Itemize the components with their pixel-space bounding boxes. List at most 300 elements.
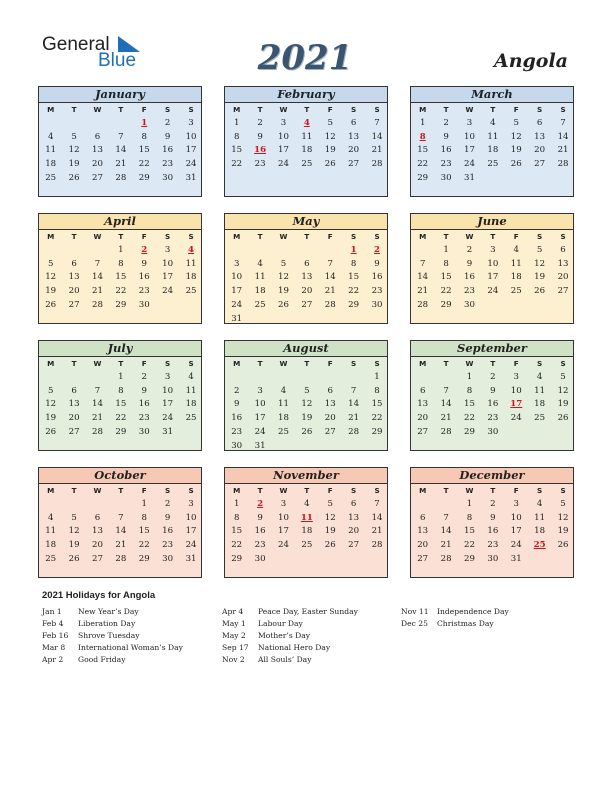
day-cell: 23: [162, 159, 174, 170]
day-cell: 2: [490, 371, 496, 382]
day-cell: 25: [301, 159, 313, 170]
day-cell: 6: [304, 258, 310, 269]
day-cell: 28: [557, 159, 569, 170]
holiday-name: Labour Day: [258, 619, 303, 628]
day-cell: 1: [374, 371, 380, 382]
weekday-header: M: [47, 486, 55, 495]
day-cell: 3: [164, 371, 171, 382]
day-cell: 28: [324, 299, 336, 310]
day-cell: 9: [490, 512, 496, 523]
empty-day-cell: [62, 244, 85, 258]
day-cell: 8: [141, 512, 147, 523]
weekday-header: S: [560, 105, 566, 114]
holiday-row: [222, 630, 358, 642]
day-cell: 30: [162, 172, 174, 183]
day-cell: 23: [254, 159, 266, 170]
holidays-column: [401, 606, 509, 630]
weekday-header: T: [257, 486, 263, 495]
day-cell: 26: [278, 299, 289, 310]
month-title: May: [225, 214, 387, 230]
weekday-header: S: [374, 105, 380, 114]
day-cell: 9: [466, 258, 473, 269]
weekday-header: T: [71, 359, 77, 368]
day-cell: 4: [536, 498, 543, 509]
day-cell: 31: [185, 553, 197, 564]
day-cell: 3: [164, 244, 171, 255]
month-title: August: [225, 341, 387, 357]
day-cell: 13: [534, 131, 546, 142]
holiday-row: [401, 606, 509, 618]
weekday-header: S: [560, 359, 566, 368]
holiday-date: Nov 2: [222, 655, 245, 664]
weekday-header: S: [188, 105, 194, 114]
day-cell: 19: [324, 526, 336, 537]
day-cell: 25: [254, 299, 266, 310]
day-cell: 7: [374, 498, 380, 509]
weekday-header: T: [71, 486, 77, 495]
day-cell: 1: [118, 244, 124, 255]
day-cell: 8: [118, 385, 124, 396]
day-cell: 14: [371, 131, 383, 142]
day-cell: 4: [47, 131, 54, 142]
weekday-header: F: [141, 232, 147, 241]
day-cell: 25: [534, 413, 546, 424]
day-cell: 6: [350, 117, 357, 128]
weekday-header: S: [537, 486, 543, 495]
weekday-header: F: [141, 105, 147, 114]
holiday-name: Good Friday: [78, 655, 126, 664]
day-cell: 11: [185, 385, 197, 396]
empty-day-cell: [62, 498, 85, 512]
day-cell: 25: [487, 159, 499, 170]
day-cell: 25: [510, 286, 522, 297]
weekday-header: T: [304, 486, 310, 495]
day-cell: 10: [254, 399, 266, 410]
holiday-row: [42, 654, 183, 666]
empty-day-cell: [434, 371, 457, 385]
day-cell: 11: [254, 272, 266, 283]
day-cell: 20: [534, 145, 546, 156]
day-cell: 31: [464, 172, 475, 183]
weekday-header: S: [188, 486, 194, 495]
day-cell: 18: [487, 145, 499, 156]
month-october: [38, 467, 202, 578]
day-cell: 25: [185, 286, 197, 297]
weekday-header: F: [141, 486, 147, 495]
month-title: June: [411, 214, 573, 230]
day-cell: 17: [254, 413, 266, 424]
month-september: [410, 340, 574, 451]
weekday-header: S: [188, 359, 194, 368]
day-cell: 20: [301, 286, 313, 297]
day-cell: 14: [115, 526, 127, 537]
day-cell: 13: [348, 512, 360, 523]
day-cell: 13: [417, 399, 429, 410]
day-cell: 13: [92, 526, 103, 537]
weekday-header: S: [537, 359, 543, 368]
day-cell: 26: [534, 286, 546, 297]
weekday-header: S: [560, 232, 566, 241]
day-cell: 30: [138, 299, 150, 310]
day-cell: 10: [162, 385, 174, 396]
generalblue-logo: [42, 34, 142, 72]
day-cell: 12: [534, 258, 546, 269]
day-cell: 22: [417, 159, 429, 170]
weekday-header: M: [233, 105, 241, 114]
day-cell: 27: [348, 159, 360, 170]
empty-day-cell: [86, 498, 109, 512]
day-cell: 18: [534, 399, 546, 410]
day-cell: 14: [348, 399, 360, 410]
day-cell: 27: [301, 299, 313, 310]
day-cell: 5: [536, 244, 543, 255]
day-cell: 24: [510, 540, 522, 551]
holiday-day-cell: 1: [350, 244, 357, 255]
day-cell: 3: [280, 498, 287, 509]
holiday-name: Mother’s Day: [258, 631, 311, 640]
day-cell: 16: [464, 272, 475, 283]
month-november: [224, 467, 388, 578]
day-cell: 10: [185, 512, 197, 523]
day-cell: 31: [231, 313, 243, 324]
day-cell: 29: [417, 172, 429, 183]
day-cell: 22: [115, 286, 127, 297]
day-cell: 14: [371, 512, 383, 523]
day-cell: 2: [443, 117, 449, 128]
day-cell: 24: [278, 540, 289, 551]
weekday-header: T: [71, 105, 77, 114]
weekday-header: T: [118, 486, 124, 495]
day-cell: 21: [115, 159, 127, 170]
day-cell: 23: [138, 286, 150, 297]
day-cell: 27: [68, 299, 80, 310]
weekday-header: T: [443, 359, 449, 368]
day-cell: 20: [348, 145, 360, 156]
weekday-header: W: [93, 359, 102, 368]
holiday-row: [222, 654, 358, 666]
day-cell: 5: [280, 258, 287, 269]
day-cell: 4: [304, 498, 310, 509]
weekday-header: S: [351, 486, 357, 495]
day-cell: 20: [417, 540, 429, 551]
day-cell: 14: [440, 399, 452, 410]
holiday-row: [401, 618, 509, 630]
day-cell: 9: [374, 258, 380, 269]
day-cell: 28: [92, 426, 103, 437]
empty-day-cell: [86, 117, 109, 131]
day-cell: 27: [68, 426, 80, 437]
day-cell: 14: [440, 526, 452, 537]
holiday-name: National Hero Day: [258, 643, 331, 652]
holiday-date: May 1: [222, 619, 246, 628]
weekday-header: S: [374, 232, 380, 241]
day-cell: 20: [68, 286, 80, 297]
day-cell: 11: [534, 512, 546, 523]
holiday-row: [222, 606, 358, 618]
day-cell: 6: [350, 498, 357, 509]
day-cell: 19: [45, 413, 57, 424]
day-cell: 9: [443, 131, 449, 142]
day-cell: 23: [254, 540, 266, 551]
day-cell: 22: [231, 540, 243, 551]
weekday-header: M: [419, 105, 427, 114]
day-cell: 1: [443, 244, 449, 255]
holiday-day-cell: 2: [257, 498, 264, 509]
weekday-header: T: [490, 359, 496, 368]
weekday-header: T: [257, 105, 263, 114]
month-february: [224, 86, 388, 197]
day-cell: 26: [45, 299, 57, 310]
weekday-header: S: [165, 232, 171, 241]
month-grid: [39, 484, 201, 567]
day-cell: 28: [371, 159, 383, 170]
holiday-day-cell: 4: [188, 244, 195, 255]
day-cell: 20: [417, 413, 429, 424]
weekday-header: T: [71, 232, 77, 241]
empty-day-cell: [225, 371, 248, 385]
day-cell: 5: [47, 258, 54, 269]
weekday-header: S: [537, 105, 543, 114]
day-cell: 24: [162, 286, 174, 297]
day-cell: 12: [45, 272, 57, 283]
weekday-header: T: [443, 232, 449, 241]
weekday-header: M: [233, 232, 241, 241]
day-cell: 12: [278, 272, 289, 283]
day-cell: 15: [231, 526, 243, 537]
day-cell: 13: [68, 399, 80, 410]
day-cell: 17: [162, 272, 174, 283]
day-cell: 27: [92, 172, 103, 183]
holiday-date: Feb 4: [42, 619, 64, 628]
day-cell: 4: [490, 117, 496, 128]
day-cell: 13: [92, 145, 103, 156]
day-cell: 15: [464, 526, 475, 537]
weekday-header: M: [419, 359, 427, 368]
day-cell: 12: [45, 399, 57, 410]
weekday-header: T: [443, 486, 449, 495]
day-cell: 18: [534, 526, 546, 537]
day-cell: 8: [233, 512, 240, 523]
day-cell: 28: [417, 299, 429, 310]
holiday-name: New Year’s Day: [78, 607, 139, 616]
weekday-header: T: [490, 232, 496, 241]
day-cell: 26: [557, 413, 569, 424]
month-grid: [411, 230, 573, 313]
day-cell: 3: [513, 371, 519, 382]
day-cell: 10: [185, 131, 197, 142]
day-cell: 13: [348, 131, 360, 142]
day-cell: 20: [92, 540, 103, 551]
day-cell: 30: [371, 299, 383, 310]
weekday-header: F: [141, 359, 147, 368]
day-cell: 14: [92, 272, 103, 283]
day-cell: 5: [327, 498, 333, 509]
weekday-header: W: [279, 105, 288, 114]
day-cell: 22: [371, 413, 383, 424]
day-cell: 13: [68, 272, 80, 283]
day-cell: 26: [301, 426, 313, 437]
day-cell: 15: [115, 272, 127, 283]
day-cell: 12: [510, 131, 522, 142]
day-cell: 31: [162, 426, 174, 437]
day-cell: 4: [188, 371, 194, 382]
day-cell: 14: [557, 131, 569, 142]
empty-day-cell: [411, 244, 434, 258]
empty-day-cell: [225, 244, 248, 258]
weekday-header: W: [465, 486, 474, 495]
day-cell: 10: [231, 272, 243, 283]
day-cell: 2: [466, 244, 473, 255]
day-cell: 29: [440, 299, 452, 310]
day-cell: 24: [278, 159, 289, 170]
day-cell: 18: [301, 145, 313, 156]
holiday-row: [222, 618, 358, 630]
day-cell: 16: [231, 413, 243, 424]
day-cell: 14: [115, 145, 127, 156]
empty-day-cell: [109, 498, 132, 512]
weekday-header: T: [304, 232, 310, 241]
month-may: [224, 213, 388, 324]
day-cell: 16: [162, 526, 174, 537]
weekday-header: T: [490, 105, 496, 114]
day-cell: 7: [350, 385, 357, 396]
day-cell: 21: [440, 413, 452, 424]
day-cell: 10: [278, 512, 289, 523]
weekday-header: F: [513, 486, 519, 495]
month-title: March: [411, 87, 573, 103]
holiday-day-cell: 2: [141, 244, 148, 255]
weekday-header: F: [513, 232, 519, 241]
day-cell: 18: [45, 540, 57, 551]
day-cell: 15: [348, 272, 360, 283]
weekday-header: W: [465, 105, 474, 114]
empty-day-cell: [434, 498, 457, 512]
weekday-header: F: [327, 105, 333, 114]
empty-day-cell: [62, 371, 85, 385]
day-cell: 28: [348, 426, 360, 437]
month-title: February: [225, 87, 387, 103]
day-cell: 3: [466, 117, 473, 128]
day-cell: 30: [254, 553, 266, 564]
holiday-row: [42, 606, 183, 618]
day-cell: 9: [490, 385, 496, 396]
weekday-header: T: [304, 105, 310, 114]
weekday-header: T: [490, 486, 496, 495]
empty-day-cell: [86, 371, 109, 385]
day-cell: 2: [141, 371, 147, 382]
day-cell: 10: [487, 258, 499, 269]
day-cell: 10: [510, 512, 522, 523]
empty-day-cell: [39, 244, 62, 258]
empty-day-cell: [86, 244, 109, 258]
day-cell: 17: [231, 286, 243, 297]
weekday-header: M: [47, 105, 55, 114]
day-cell: 1: [141, 498, 147, 509]
holiday-date: Nov 11: [401, 607, 429, 616]
holiday-name: Peace Day, Easter Sunday: [258, 607, 358, 616]
day-cell: 30: [231, 440, 243, 451]
day-cell: 12: [68, 145, 80, 156]
day-cell: 19: [557, 526, 569, 537]
day-cell: 16: [487, 526, 499, 537]
day-cell: 11: [534, 385, 546, 396]
weekday-header: W: [465, 232, 474, 241]
weekday-header: S: [351, 105, 357, 114]
day-cell: 8: [118, 258, 124, 269]
month-january: [38, 86, 202, 197]
weekday-header: M: [419, 486, 427, 495]
holiday-date: Sep 17: [222, 643, 249, 652]
day-cell: 19: [557, 399, 569, 410]
day-cell: 11: [45, 526, 57, 537]
empty-day-cell: [319, 371, 342, 385]
day-cell: 29: [115, 299, 127, 310]
weekday-header: T: [118, 232, 124, 241]
weekday-header: W: [93, 486, 102, 495]
day-cell: 27: [534, 159, 546, 170]
weekday-header: S: [537, 232, 543, 241]
day-cell: 24: [254, 426, 266, 437]
weekday-header: T: [257, 359, 263, 368]
day-cell: 31: [185, 172, 197, 183]
day-cell: 12: [324, 131, 336, 142]
day-cell: 29: [115, 426, 127, 437]
empty-day-cell: [319, 244, 342, 258]
day-cell: 17: [162, 399, 174, 410]
holiday-name: Shrove Tuesday: [78, 631, 140, 640]
empty-day-cell: [248, 244, 271, 258]
day-cell: 7: [560, 117, 566, 128]
weekday-header: F: [513, 105, 519, 114]
day-cell: 19: [68, 540, 80, 551]
day-cell: 7: [443, 512, 449, 523]
day-cell: 18: [254, 286, 266, 297]
day-cell: 9: [257, 512, 263, 523]
day-cell: 26: [324, 159, 336, 170]
day-cell: 14: [92, 399, 103, 410]
day-cell: 7: [94, 385, 101, 396]
day-cell: 22: [115, 413, 127, 424]
day-cell: 9: [164, 512, 171, 523]
day-cell: 26: [68, 553, 80, 564]
day-cell: 13: [301, 272, 313, 283]
day-cell: 29: [464, 426, 475, 437]
day-cell: 9: [164, 131, 171, 142]
day-cell: 23: [371, 286, 383, 297]
day-cell: 24: [185, 159, 197, 170]
holiday-date: Apr 2: [42, 655, 64, 664]
weekday-header: T: [304, 359, 310, 368]
month-grid: [225, 103, 387, 172]
weekday-header: S: [374, 486, 380, 495]
weekday-header: M: [47, 359, 55, 368]
weekday-header: T: [443, 105, 449, 114]
day-cell: 16: [254, 526, 266, 537]
day-cell: 3: [233, 258, 240, 269]
empty-day-cell: [342, 371, 365, 385]
day-cell: 16: [138, 399, 150, 410]
month-march: [410, 86, 574, 197]
holiday-date: Apr 4: [222, 607, 244, 616]
day-cell: 21: [371, 526, 383, 537]
holiday-row: [42, 642, 183, 654]
weekday-header: S: [165, 105, 171, 114]
day-cell: 1: [233, 117, 240, 128]
weekday-header: S: [351, 359, 357, 368]
day-cell: 18: [301, 526, 313, 537]
day-cell: 11: [487, 131, 499, 142]
day-cell: 21: [440, 540, 452, 551]
